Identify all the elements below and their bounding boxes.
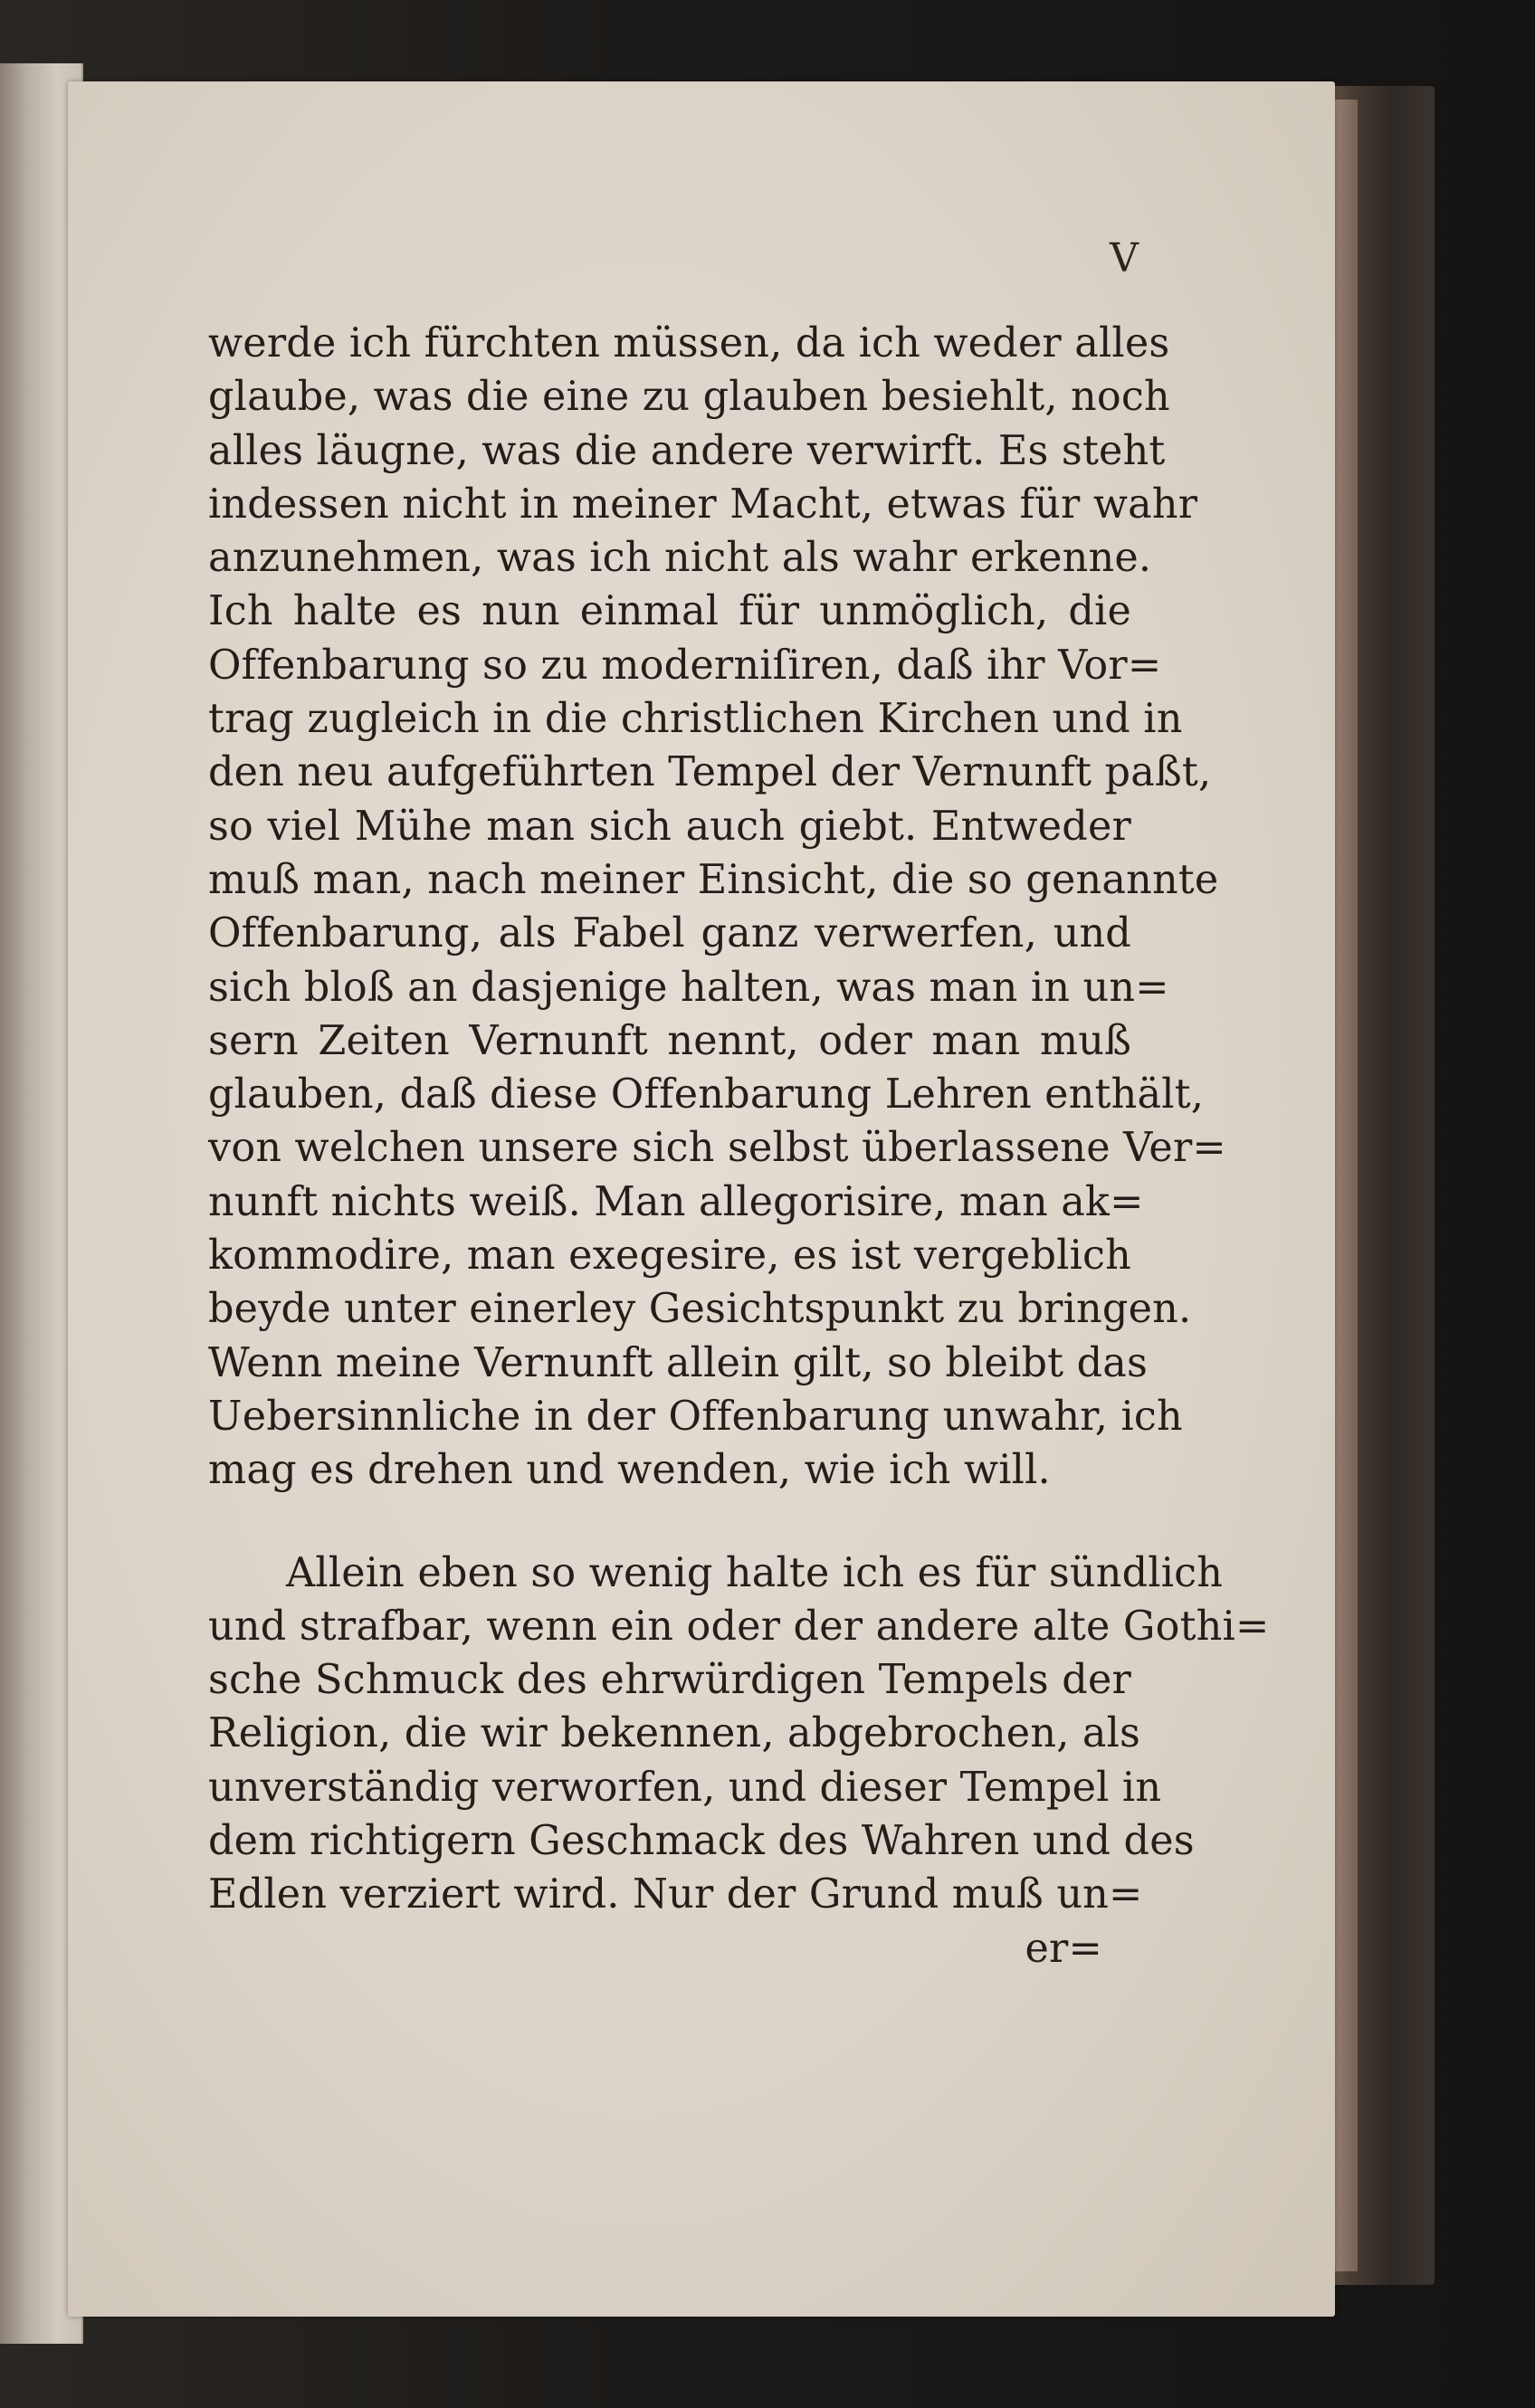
catchword: er=: [1025, 1925, 1102, 1972]
text-line: glaube, was die eine zu glauben besiehlt, noch: [208, 374, 1170, 421]
text-line: indessen nicht in meiner Macht, etwas für wahr: [208, 481, 1198, 528]
text-line: werde ich fürchten müssen, da ich weder alles: [208, 320, 1170, 366]
text-line: unverständig verworfen, und dieser Tempel in: [208, 1764, 1162, 1811]
text-line: Allein eben so wenig halte ich es für sündlich: [286, 1549, 1224, 1596]
text-line: mag es drehen und wenden, wie ich will.: [208, 1447, 1051, 1494]
text-line: dem richtigern Geschmack des Wahren und des: [208, 1818, 1195, 1865]
text-line: Wenn meine Vernunft allein gilt, so bleibt das: [208, 1339, 1149, 1386]
text-line: Religion, die wir bekennen, abgebrochen, als: [208, 1710, 1141, 1757]
text-line: sich bloß an dasjenige halten, was man in un=: [208, 964, 1169, 1011]
text-line: Ich halte es nun einmal für unmöglich, die: [208, 588, 1131, 635]
text-line: Uebersinnliche in der Offenbarung unwahr, ich: [208, 1393, 1183, 1440]
paragraph-spacer: [208, 1498, 1131, 1547]
text-line: anzunehmen, was ich nicht als wahr erkenne.: [208, 535, 1152, 582]
text-line: von welchen unsere sich selbst überlassene Ver=: [208, 1125, 1226, 1172]
text-line: glauben, daß diese Offenbarung Lehren enthält,: [208, 1071, 1205, 1118]
text-line: sche Schmuck des ehrwürdigen Tempels der: [208, 1657, 1131, 1704]
text-line: und strafbar, wenn ein oder der andere alte Gothi=: [208, 1603, 1270, 1650]
text-line: trag zugleich in die christlichen Kirchen und in: [208, 696, 1183, 743]
text-line: sern Zeiten Vernunft nennt, oder man muß: [208, 1017, 1131, 1064]
paragraph-2: [208, 1547, 1270, 1922]
text-line: nunft nichts weiß. Man allegorisire, man ak=: [208, 1178, 1144, 1225]
text-line: Offenbarung, als Fabel ganz verwerfen, und: [208, 910, 1131, 957]
text-line: muß man, nach meiner Einsicht, die so genannte: [208, 856, 1219, 903]
text-line: alles läugne, was die andere verwirft. Es steht: [208, 427, 1166, 474]
text-line: beyde unter einerley Gesichtspunkt zu bringen.: [208, 1286, 1192, 1333]
body-text: [208, 317, 1270, 1975]
text-line: Offenbarung so zu moderniſiren, daß ihr Vor=: [208, 642, 1162, 689]
text-line: Edlen verziert wird. Nur der Grund muß un=: [208, 1871, 1143, 1918]
page-number: V: [1110, 235, 1139, 281]
text-line: so viel Mühe man sich auch giebt. Entweder: [208, 803, 1131, 850]
text-line: den neu aufgeführten Tempel der Vernunft paßt,: [208, 749, 1212, 796]
text-line: kommodire, man exegesire, es ist vergeblich: [208, 1233, 1131, 1280]
paragraph-1: [208, 317, 1226, 1498]
